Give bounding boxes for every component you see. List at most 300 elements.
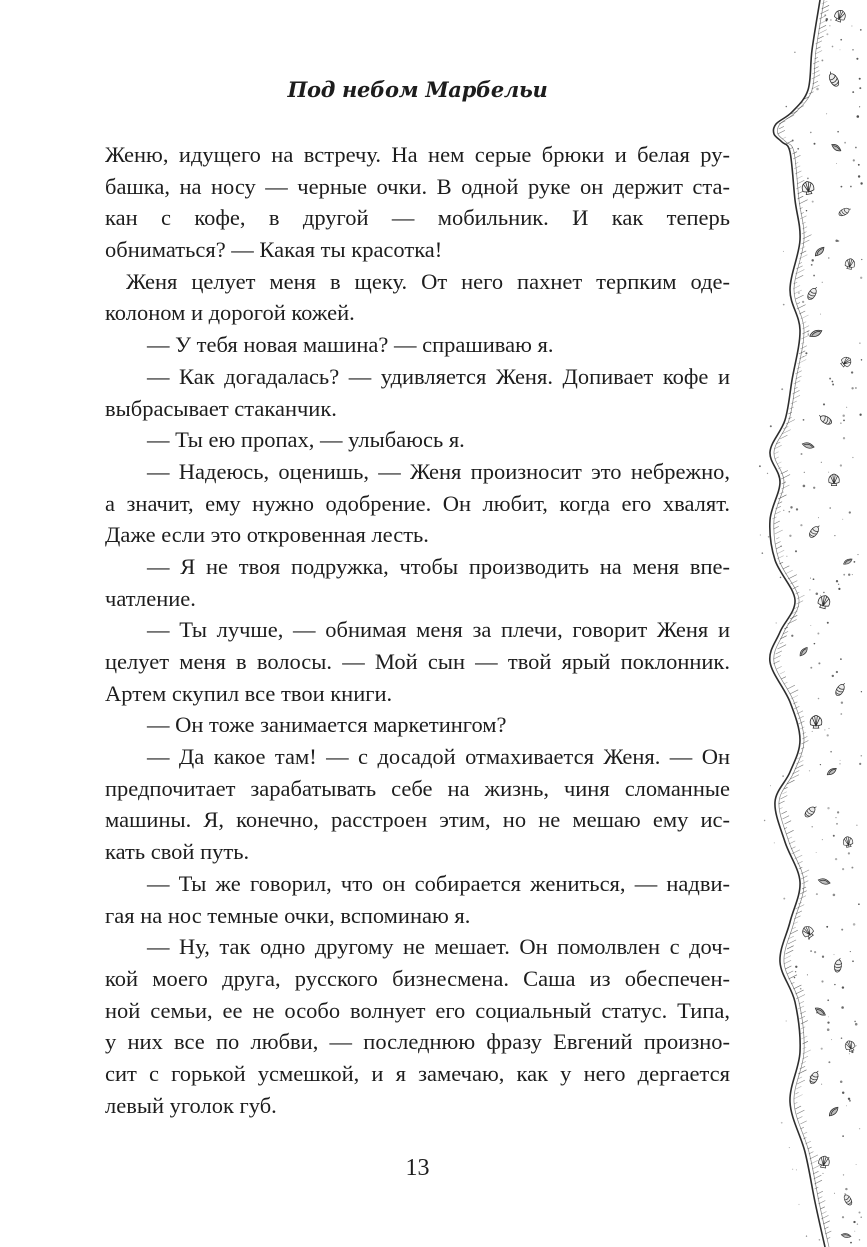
sand-dot bbox=[822, 839, 823, 840]
sand-hatch-stroke bbox=[802, 732, 805, 734]
sand-hatch-stroke bbox=[822, 1212, 827, 1215]
sand-dot bbox=[807, 177, 809, 179]
seashell-icon bbox=[808, 523, 822, 539]
sand-dot bbox=[818, 698, 820, 700]
sand-hatch-stroke bbox=[778, 495, 786, 499]
sand-dot bbox=[836, 163, 837, 164]
sand-dot bbox=[853, 1221, 855, 1223]
sand-dot bbox=[813, 578, 815, 580]
sand-dot bbox=[845, 1188, 847, 1190]
seashells bbox=[798, 9, 856, 1239]
sand-dot bbox=[849, 1100, 851, 1102]
sand-dot bbox=[759, 465, 761, 467]
sand-dot bbox=[842, 1135, 844, 1137]
sand-hatch-stroke bbox=[784, 956, 791, 959]
sand-dot bbox=[821, 59, 823, 61]
sand-dot bbox=[860, 29, 862, 31]
sand-hatch-stroke bbox=[793, 155, 800, 159]
sand-dot bbox=[826, 33, 828, 35]
sand-dot bbox=[818, 662, 820, 664]
sand-dot bbox=[843, 1174, 844, 1175]
sand-hatch-stroke bbox=[788, 575, 797, 579]
sand-hatch-stroke bbox=[819, 16, 825, 19]
sand-hatch-stroke bbox=[775, 530, 783, 534]
sand-hatch-stroke bbox=[816, 41, 822, 44]
sand-dot bbox=[855, 1023, 858, 1026]
sand-hatch-stroke bbox=[781, 811, 786, 814]
sand-dot bbox=[859, 87, 861, 89]
sand-dot bbox=[827, 807, 829, 809]
sand-dot bbox=[816, 852, 817, 853]
sand-hatch-stroke bbox=[796, 990, 804, 994]
sand-dot bbox=[843, 574, 845, 576]
sand-hatch-stroke bbox=[777, 462, 781, 464]
sand-hatch-stroke bbox=[785, 821, 792, 824]
sand-dot bbox=[857, 115, 860, 118]
text-line: — Надеюсь, оценишь, — Женя произносит это небрежно, bbox=[147, 458, 730, 484]
seashell-icon bbox=[842, 558, 853, 566]
sand-dot bbox=[851, 1051, 853, 1053]
text-line: у них все по любви, — последнюю фразу Евгений произно- bbox=[105, 1029, 730, 1055]
sand-dot bbox=[796, 1169, 797, 1170]
text-line: машины. Я, конечно, расстроен этим, но не мешаю ему ис- bbox=[105, 807, 730, 833]
sand-hatch-stroke bbox=[778, 130, 785, 134]
sand-hatch-stroke bbox=[776, 542, 781, 545]
sand-dot bbox=[783, 898, 785, 900]
sand-dot bbox=[822, 282, 823, 283]
sand-hatch-stroke bbox=[794, 381, 801, 384]
sand-hatch-stroke bbox=[774, 452, 779, 454]
sand-dot bbox=[859, 763, 861, 765]
sand-dot bbox=[800, 524, 802, 526]
sand-dot bbox=[786, 1020, 787, 1021]
sand-dot bbox=[840, 49, 841, 50]
sand-dot bbox=[827, 734, 829, 736]
seashell-icon bbox=[802, 441, 815, 450]
text-line: предпочитает зарабатывать себе на жизнь, чиня сломанные bbox=[105, 775, 730, 801]
sand-dot bbox=[795, 966, 797, 968]
sand-dot bbox=[795, 971, 796, 972]
sand-dot bbox=[840, 658, 842, 660]
sand-hatch-stroke bbox=[794, 290, 802, 294]
sand-dot bbox=[853, 923, 856, 926]
sand-dot bbox=[783, 251, 784, 252]
shoreline-wave-inner bbox=[774, 0, 829, 1247]
sand-dot bbox=[816, 88, 819, 91]
body-text bbox=[105, 139, 730, 1121]
seashell-icon bbox=[842, 1192, 854, 1206]
sand-hatch-stroke bbox=[797, 1110, 805, 1114]
text-line: — Я не твоя подружка, чтобы производить на меня впе- bbox=[147, 553, 730, 579]
sand-dot bbox=[823, 1173, 824, 1174]
sand-hatch-stroke bbox=[818, 36, 824, 39]
sand-dot bbox=[855, 387, 857, 389]
sand-dot bbox=[804, 472, 805, 473]
sand-dot bbox=[841, 186, 843, 188]
sand-hatch-stroke bbox=[793, 390, 800, 394]
text-line: — Как догадалась? — удивляется Женя. Допивает кофе и bbox=[147, 363, 730, 389]
sand-dot bbox=[829, 25, 830, 26]
sand-dot bbox=[851, 387, 853, 389]
sand-dot bbox=[786, 106, 788, 108]
sand-dot bbox=[838, 584, 839, 585]
sand-dot bbox=[768, 536, 770, 538]
sand-dot bbox=[827, 622, 829, 624]
sand-dot bbox=[798, 292, 800, 294]
sand-dot bbox=[829, 507, 831, 509]
text-line: — Ты лучше, — обнимая меня за плечи, говорит Женя и bbox=[147, 617, 730, 643]
text-line: сит с горькой усмешкой, и я замечаю, как у него дергается bbox=[105, 1060, 730, 1086]
sand-hatch-stroke bbox=[787, 971, 793, 974]
seashell-icon bbox=[814, 1006, 826, 1018]
sand-hatch-stroke bbox=[783, 816, 790, 819]
sand-dot bbox=[774, 842, 775, 843]
sand-dot bbox=[837, 240, 839, 242]
sand-hatch-stroke bbox=[796, 601, 803, 604]
sand-dot bbox=[854, 1021, 856, 1023]
sand-dot bbox=[842, 1216, 844, 1218]
seashell-icon bbox=[834, 958, 843, 973]
sand-dot bbox=[764, 820, 765, 821]
seashell-icon bbox=[806, 285, 819, 301]
sand-hatch-stroke bbox=[781, 677, 786, 679]
text-line: Даже если это откровенная лесть. bbox=[105, 522, 429, 548]
seashell-icon bbox=[829, 474, 840, 486]
sand-hatch-stroke bbox=[813, 61, 819, 64]
sand-hatch-stroke bbox=[787, 946, 794, 949]
sand-hatch-stroke bbox=[776, 651, 782, 654]
sand-dot bbox=[858, 903, 860, 905]
seashell-icon bbox=[844, 1039, 857, 1052]
sand-hatch-stroke bbox=[801, 1061, 806, 1064]
sand-hatch-stroke bbox=[803, 1132, 807, 1134]
text-line: а значит, ему нужно одобрение. Он любит, когда его хвалят. bbox=[105, 490, 730, 516]
sand-dot bbox=[821, 1048, 823, 1050]
running-title: Под небом Марбельи bbox=[287, 77, 548, 102]
sand-dot bbox=[836, 823, 838, 825]
sand-dot bbox=[826, 20, 828, 22]
seashell-icon bbox=[826, 767, 838, 776]
sand-dot bbox=[856, 58, 858, 60]
sand-hatch-stroke bbox=[794, 1102, 797, 1104]
sand-dot bbox=[791, 635, 793, 637]
sand-hatch-stroke bbox=[810, 1155, 818, 1159]
sand-dot bbox=[795, 550, 797, 552]
seashell-icon bbox=[801, 180, 815, 195]
seashell-icon bbox=[817, 594, 832, 609]
sand-hatch-stroke bbox=[778, 645, 787, 649]
sand-hatch-stroke bbox=[774, 656, 781, 660]
text-line: кой моего друга, русского бизнесмена. Саша из обеспечен- bbox=[105, 965, 730, 991]
sand-hatch-stroke bbox=[796, 1086, 801, 1089]
sand-dot bbox=[859, 78, 861, 80]
sand-dot bbox=[811, 264, 813, 266]
sand-dot bbox=[861, 755, 863, 757]
sand-dot bbox=[846, 407, 847, 408]
paragraph bbox=[105, 551, 730, 614]
paragraph bbox=[105, 361, 730, 424]
sand-hatch-stroke bbox=[800, 216, 807, 219]
sand-dot bbox=[842, 414, 844, 416]
sand-hatch-stroke bbox=[791, 401, 797, 404]
text-line: башка, на носу — черные очки. В одной руке он держит ста- bbox=[105, 173, 730, 199]
sand-hatch-stroke bbox=[774, 526, 779, 529]
sand-dot bbox=[832, 46, 834, 48]
sand-dot bbox=[800, 988, 802, 990]
sand-hatch-stroke bbox=[801, 1021, 808, 1025]
sand-dot bbox=[859, 414, 861, 416]
sand-dot bbox=[821, 462, 822, 463]
seashell-icon bbox=[813, 246, 825, 258]
sand-dot bbox=[838, 588, 840, 590]
sand-hatch-stroke bbox=[795, 905, 804, 909]
sand-hatch-stroke bbox=[777, 666, 782, 669]
sand-dot bbox=[848, 574, 850, 576]
sand-dot bbox=[852, 49, 854, 51]
sand-hatch-stroke bbox=[800, 251, 806, 254]
sand-dot bbox=[848, 1098, 850, 1100]
sand-dot bbox=[805, 352, 807, 354]
sand-dot bbox=[770, 785, 771, 786]
sand-dot bbox=[840, 713, 842, 715]
sand-hatch-stroke bbox=[798, 1006, 804, 1009]
sand-hatch-stroke bbox=[780, 672, 785, 675]
text-line: гая на нос темные очки, вспоминаю я. bbox=[105, 902, 471, 928]
sand-dot bbox=[852, 91, 854, 93]
text-line: кан с кофе, в другой — мобильник. И как теперь bbox=[105, 205, 730, 231]
sand-dot bbox=[829, 378, 831, 380]
sand-hatch-stroke bbox=[785, 966, 791, 969]
sand-dot bbox=[855, 147, 857, 149]
sand-hatch-stroke bbox=[788, 837, 792, 839]
sand-hatch-stroke bbox=[786, 950, 794, 954]
sand-dot bbox=[808, 333, 809, 334]
sand-dot bbox=[858, 164, 860, 166]
sand-dot bbox=[858, 1211, 860, 1213]
sand-dot bbox=[814, 143, 816, 145]
sand-dot bbox=[780, 545, 782, 547]
sand-dot bbox=[851, 371, 853, 373]
sand-dot bbox=[814, 951, 816, 953]
sand-hatch-stroke bbox=[823, 1221, 830, 1224]
sand-hatch-stroke bbox=[784, 960, 791, 964]
sand-dot bbox=[844, 142, 846, 144]
sand-hatch-stroke bbox=[788, 412, 792, 414]
sand-dot bbox=[850, 951, 851, 952]
sand-dot bbox=[781, 1122, 783, 1124]
sand-dot bbox=[832, 675, 834, 677]
sand-dot bbox=[853, 159, 855, 161]
sand-dot bbox=[849, 1053, 850, 1054]
sand-dot bbox=[834, 1193, 835, 1194]
sand-dot bbox=[792, 140, 794, 142]
page-number: 13 bbox=[405, 1155, 430, 1181]
sand-hatch-stroke bbox=[779, 126, 784, 129]
text-line: — Ну, так одно другому не мешает. Он помолвлен с доч- bbox=[147, 934, 730, 960]
sand-hatch-stroke bbox=[795, 1106, 801, 1109]
sand-hatch-stroke bbox=[795, 1092, 798, 1094]
sand-hatch-stroke bbox=[799, 896, 806, 899]
seashell-icon bbox=[809, 329, 823, 339]
paragraph bbox=[105, 139, 730, 266]
sand-dot bbox=[841, 929, 843, 931]
sand-dot bbox=[810, 950, 812, 952]
sand-hatch-stroke bbox=[796, 187, 801, 190]
sand-dot bbox=[819, 1239, 821, 1241]
sand-dot bbox=[794, 52, 795, 53]
sand-dot bbox=[848, 852, 850, 854]
sand-dot bbox=[817, 633, 819, 635]
sand-dot bbox=[859, 1128, 860, 1129]
sand-dot bbox=[796, 508, 798, 510]
sand-hatch-stroke bbox=[777, 550, 785, 554]
sand-dot bbox=[851, 25, 852, 26]
sand-dot bbox=[831, 1039, 832, 1040]
sand-dot bbox=[857, 554, 858, 555]
sand-dot bbox=[841, 1006, 844, 1009]
text-line: колоном и дорогой кожей. bbox=[105, 300, 355, 326]
text-line: — Да какое там! — с досадой отмахивается Женя. — Он bbox=[147, 744, 730, 770]
sand-dot bbox=[780, 577, 782, 579]
sand-dot bbox=[843, 437, 845, 439]
sand-dot bbox=[840, 763, 841, 764]
sand-dot bbox=[828, 728, 829, 729]
sand-dot bbox=[837, 131, 839, 133]
sand-dot bbox=[836, 671, 838, 673]
sand-hatch-stroke bbox=[800, 346, 807, 349]
sand-dot bbox=[827, 1021, 829, 1023]
paragraph bbox=[105, 741, 730, 868]
sand-hatch-stroke bbox=[794, 1095, 803, 1100]
sand-hatch-stroke bbox=[817, 1191, 823, 1194]
sand-dot bbox=[783, 510, 784, 511]
sand-dot bbox=[850, 1242, 852, 1244]
sand-dot bbox=[832, 381, 834, 383]
sand-dot bbox=[790, 506, 792, 508]
sand-hatch-stroke bbox=[800, 1121, 806, 1124]
sand-dot bbox=[810, 667, 812, 669]
paragraph bbox=[105, 614, 730, 709]
sand-dot bbox=[810, 625, 811, 626]
sand-hatch-stroke bbox=[816, 47, 821, 49]
seashell-icon bbox=[798, 646, 809, 657]
sand-dot bbox=[821, 980, 823, 982]
sand-hatch-stroke bbox=[789, 841, 795, 844]
sand-dot bbox=[859, 106, 860, 107]
sand-hatch-stroke bbox=[812, 75, 821, 79]
sand-dot bbox=[762, 552, 764, 554]
sand-dot bbox=[828, 1061, 830, 1063]
sand-dot bbox=[860, 277, 862, 279]
seashell-icon bbox=[803, 804, 818, 819]
sand-hatch-stroke bbox=[774, 521, 780, 524]
sand-dots bbox=[759, 14, 863, 1243]
sand-dot bbox=[852, 457, 853, 458]
sand-dot bbox=[803, 356, 804, 357]
seashell-icon bbox=[844, 258, 855, 270]
sand-dot bbox=[842, 986, 844, 988]
sand-hatch-stroke bbox=[788, 940, 796, 944]
sand-dot bbox=[776, 622, 777, 623]
sand-dot bbox=[842, 519, 843, 520]
sand-hatch-stroke bbox=[793, 282, 797, 284]
sand-dot bbox=[830, 751, 832, 753]
sand-dot bbox=[850, 186, 852, 188]
text-line: — У тебя новая машина? — спрашиваю я. bbox=[147, 332, 554, 358]
sand-dot bbox=[840, 464, 842, 466]
sand-dot bbox=[782, 775, 784, 777]
sand-dot bbox=[822, 956, 824, 958]
sand-hatch-stroke bbox=[785, 570, 793, 574]
sand-hatch-stroke bbox=[786, 830, 793, 834]
sand-hatch-stroke bbox=[790, 690, 798, 694]
text-line: левый уголок губ. bbox=[105, 1092, 277, 1118]
sand-dot bbox=[806, 210, 807, 211]
sand-dot bbox=[840, 1081, 843, 1084]
sand-hatch-stroke bbox=[801, 741, 808, 745]
seashell-icon bbox=[839, 355, 853, 369]
sand-dot bbox=[821, 1084, 822, 1085]
sand-dot bbox=[842, 1092, 844, 1094]
sand-hatch-stroke bbox=[783, 566, 790, 569]
sand-dot bbox=[843, 420, 845, 422]
sand-hatch-stroke bbox=[786, 141, 793, 144]
paragraph bbox=[105, 868, 730, 931]
sand-dot bbox=[854, 1231, 855, 1232]
sand-hatch-stroke bbox=[797, 303, 800, 305]
sand-dot bbox=[849, 511, 851, 513]
sand-dot bbox=[856, 825, 857, 826]
sand-hatching bbox=[772, 1, 831, 1239]
sand-dot bbox=[837, 811, 839, 813]
paragraph bbox=[105, 709, 730, 741]
sand-dot bbox=[840, 39, 842, 41]
sand-hatch-stroke bbox=[796, 760, 803, 764]
text-line: Артем скупил все твои книги. bbox=[105, 680, 393, 706]
seashell-icon bbox=[831, 142, 842, 153]
sand-dot bbox=[810, 132, 812, 134]
sand-hatch-stroke bbox=[787, 685, 795, 689]
sand-hatch-stroke bbox=[822, 1, 828, 4]
sand-hatch-stroke bbox=[799, 255, 808, 259]
sand-dot bbox=[840, 760, 841, 761]
sand-dot bbox=[820, 764, 821, 765]
text-line: — Ты ею пропах, — улыбаюсь я. bbox=[147, 427, 465, 453]
sand-dot bbox=[823, 592, 824, 593]
sand-dot bbox=[803, 485, 806, 488]
sand-dot bbox=[857, 1223, 858, 1224]
sand-dot bbox=[809, 770, 810, 771]
sand-dot bbox=[813, 275, 815, 277]
sand-dot bbox=[828, 472, 829, 473]
sand-dot bbox=[832, 384, 834, 386]
sand-dot bbox=[833, 894, 836, 897]
sand-dot bbox=[852, 960, 854, 962]
sand-dot bbox=[792, 1169, 793, 1170]
sand-dot bbox=[770, 425, 772, 427]
sand-dot bbox=[820, 314, 821, 315]
sand-dot bbox=[856, 1164, 857, 1165]
sand-hatch-stroke bbox=[792, 152, 797, 154]
text-line: выбрасывает стаканчик. bbox=[105, 395, 337, 421]
sand-dot bbox=[835, 858, 837, 860]
sand-dot bbox=[797, 148, 799, 150]
sand-dot bbox=[811, 826, 812, 827]
sand-dot bbox=[794, 977, 795, 978]
sand-dot bbox=[834, 984, 835, 985]
sand-hatch-stroke bbox=[789, 975, 798, 979]
sand-dot bbox=[853, 561, 855, 563]
